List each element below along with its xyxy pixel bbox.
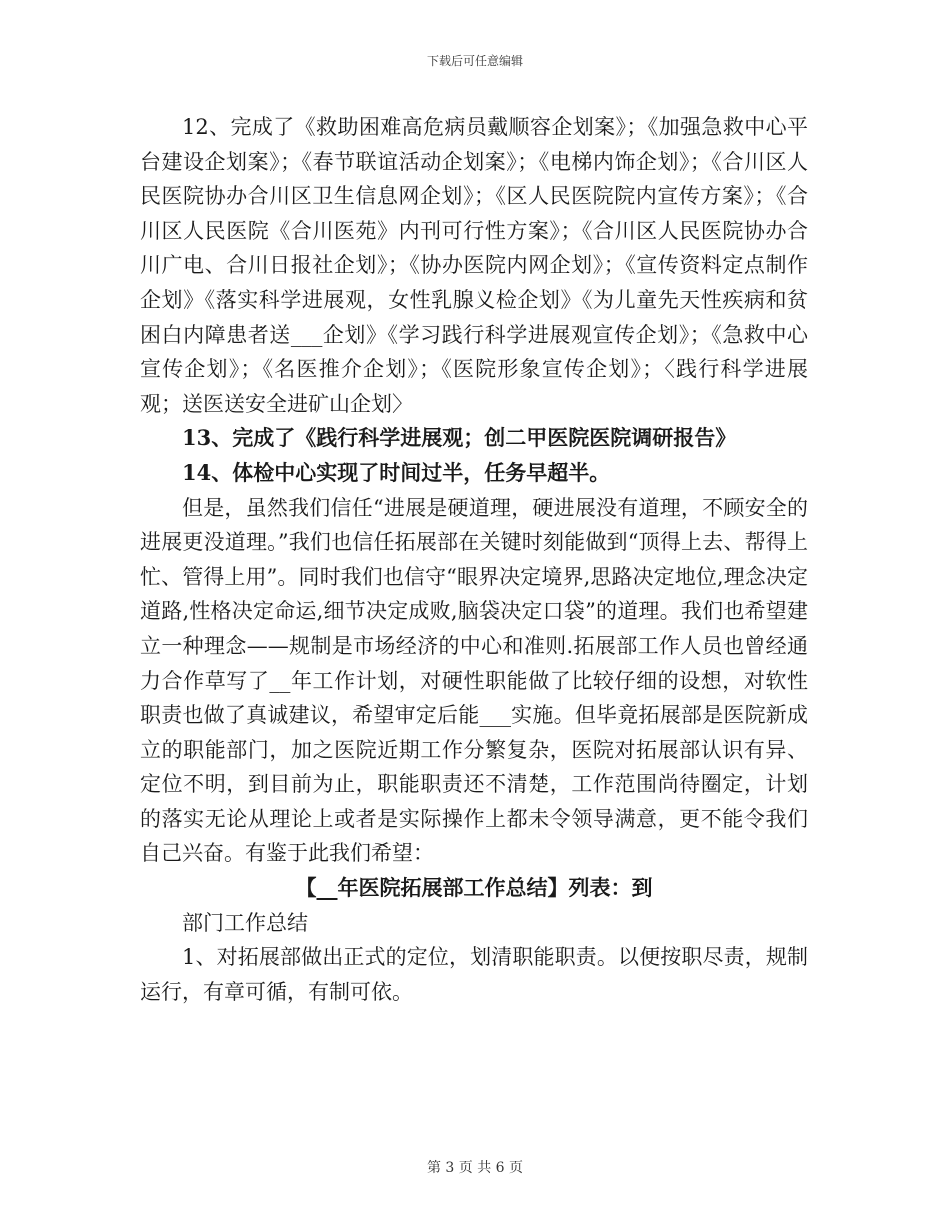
paragraph-item-14: 14、体检中心实现了时间过半，任务早超半。 <box>182 459 611 485</box>
paragraph-item-1: 1、对拓展部做出正式的定位，划清职能职责。以便按职尽责，规制运行，有章可循，有制可依。 <box>140 945 808 1004</box>
paragraph-department-summary: 部门工作总结 <box>182 910 308 935</box>
paragraph-item-12: 12、完成了《救助困难高危病员戴顺容企划案》；《加强急救中心平台建设企划案》；《春节联谊活动企划案》；《电梯内饰企划》；《合川区人民医院协办合川区卫生信息网企划》；《区人民医院院内宣传方案》；《合川区人民医院《合川医苑》内刊可行性方案》；《合川区人民医院协办合川广电、合川日报社企划》；《协办医院内网企划》；《宣传资料定点制作企划》《落实科学进展观，女性乳腺义检企划》《为儿童先天性疾病和贫困白内障患者送___企划》《学习践行科学进展观宣传企划》；《急救中心宣传企划》；《名医推介企划》；《医院形象宣传企划》；〈践行科学进展观；送医送安全进矿山企划〉 <box>140 115 808 416</box>
paragraph-however: 但是，虽然我们信任“进展是硬道理，硬进展没有道理，不顾安全的进展更没道理。”我们也信任拓展部在关键时刻能做到“顶得上去、帮得上忙、管得上用”。同时我们也信守“眼界决定境界,思路决定地位,理念决定道路,性格决定命运,细节决定成败,脑袋决定口袋”的道理。我们也希望建立一种理念——规制是市场经济的中心和准则.拓展部工作人员也曾经通力合作草写了__年工作计划，对硬性职能做了比较仔细的设想，对软性职责也做了真诚建议，希望审定后能___实施。但毕竟拓展部是医院新成立的职能部门，加之医院近期工作分繁复杂，医院对拓展部认识有异、定位不明，到目前为止，职能职责还不清楚，工作范围尚待圈定，计划的落实无论从理论上或者是实际操作上都未令领导满意，更不能令我们自己兴奋。有鉴于此我们希望： <box>140 495 808 866</box>
page-footer: 第 3 页 共 6 页 <box>426 1160 524 1176</box>
paragraph-item-13: 13、完成了《践行科学进展观；创二甲医院医院调研报告》 <box>182 425 737 451</box>
section-heading: 【__年医院拓展部工作总结】列表：到 <box>295 875 653 901</box>
page-header: 下载后可任意编辑 <box>426 54 523 68</box>
document-body <box>140 110 808 1009</box>
